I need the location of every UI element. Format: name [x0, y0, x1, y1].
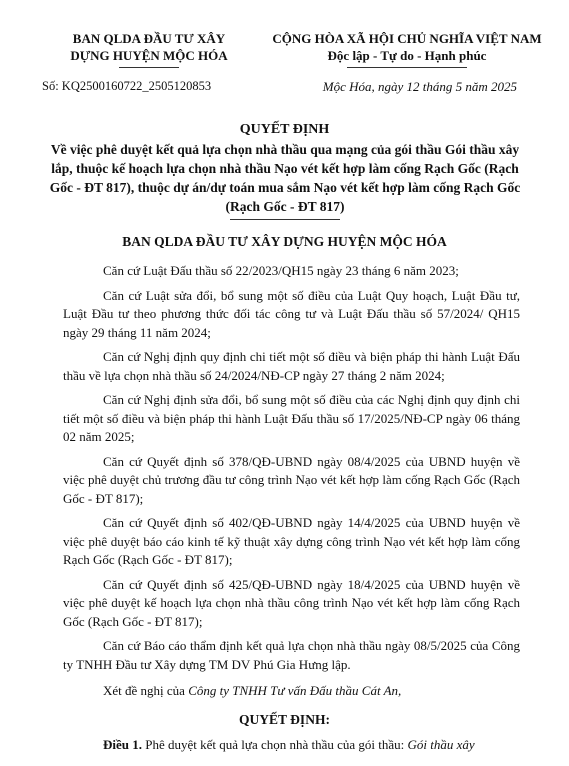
agency-line-2: DỰNG HUYỆN MỘC HÓA — [70, 48, 228, 63]
legal-basis-7: Căn cứ Quyết định số 425/QĐ-UBND ngày 18/4/2025 của UBND huyện về việc phê duyệt kế hoạch lựa chọn nhà thầu công trình Nạo vét kết hợp làm cống Rạch Gốc (Rạch Gốc - ĐT 817); — [63, 576, 520, 629]
article-1-italic: Gói thầu xây — [407, 737, 475, 752]
decision-heading: QUYẾT ĐỊNH: — [239, 712, 330, 727]
article-1-text: Phê duyệt kết quả lựa chọn nhà thầu của gói thầu: — [142, 737, 408, 752]
legal-basis-1: Căn cứ Luật Đấu thầu số 22/2023/QH15 ngày 23 tháng 6 năm 2023; — [103, 263, 459, 278]
place-date: Mộc Hóa, ngày 12 tháng 5 năm 2025 — [322, 79, 517, 94]
issuing-authority: BAN QLDA ĐẦU TƯ XÂY DỰNG HUYỆN MỘC HÓA — [122, 234, 447, 249]
legal-basis-2: Căn cứ Luật sửa đổi, bổ sung một số điều của Luật Quy hoạch, Luật Đầu tư, Luật Đầu tư theo phương thức đối tác công tư và Luật Đấu thầu số 57/2024/ QH15 ngày 29 tháng 11 năm 2024; — [63, 287, 520, 340]
agency-line-1: BAN QLDA ĐẦU TƯ XÂY — [72, 31, 226, 46]
proposal-company: Công ty TNHH Tư vấn Đấu thầu Cát An, — [188, 683, 402, 698]
legal-basis-4: Căn cứ Nghị định sửa đổi, bổ sung một số điều của các Nghị định quy định chi tiết một số điều và biện pháp thi hành Luật Đấu thầu số 17/2025/NĐ-CP ngày 06 tháng 02 năm 2025; — [63, 392, 520, 444]
document-reference: Số: KQ2500160722_2505120853 — [42, 79, 212, 93]
national-motto: Độc lập - Tự do - Hạnh phúc — [327, 48, 487, 63]
country-name: CỘNG HÒA XÃ HỘI CHỦ NGHĨA VIỆT NAM — [272, 31, 542, 46]
proposal-prefix: Xét đề nghị của — [103, 683, 189, 698]
legal-basis-8: Căn cứ Báo cáo thẩm định kết quả lựa chọn nhà thầu ngày 08/5/2025 của Công ty TNHH Đầu tư Xây dựng TM DV Phú Gia Hưng lập. — [63, 638, 520, 672]
agency-underline — [119, 67, 179, 68]
national-header — [262, 30, 552, 68]
legal-bases — [63, 262, 520, 707]
article-1 — [63, 737, 520, 753]
legal-basis-3: Căn cứ Nghị định quy định chi tiết một số điều và biện pháp thi hành Luật Đấu thầu về lựa chọn nhà thầu số 24/2024/NĐ-CP ngày 27 tháng 2 năm 2024; — [63, 349, 520, 383]
document-title: QUYẾT ĐỊNH — [239, 122, 330, 137]
motto-underline — [347, 67, 467, 68]
document-subject: Về việc phê duyệt kết quả lựa chọn nhà thầu qua mạng của gói thầu Gói thầu xây lắp, thuộc kế hoạch lựa chọn nhà thầu Nạo vét kết hợp làm cống Rạch Gốc (Rạch Gốc - ĐT 817), thuộc dự án/dự toán mua sắm Nạo vét kết hợp làm cống Rạch Gốc (Rạch Gốc - ĐT 817) — [49, 142, 521, 214]
article-1-label: Điều 1. — [103, 737, 142, 752]
agency-header — [40, 30, 258, 68]
legal-basis-5: Căn cứ Quyết định số 378/QĐ-UBND ngày 08/4/2025 của UBND huyện về việc phê duyệt chủ trương đầu tư công trình Nạo vét kết hợp làm cống Rạch Gốc (Rạch Gốc - ĐT 817); — [63, 453, 520, 506]
legal-basis-6: Căn cứ Quyết định số 402/QĐ-UBND ngày 14/4/2025 của UBND huyện về việc phê duyệt báo cáo kinh tế kỹ thuật xây dựng công trình Nạo vét kết hợp làm cống Rạch Gốc (Rạch Gốc - ĐT 817); — [63, 515, 520, 567]
subject-underline — [230, 219, 340, 220]
proposal-line — [63, 682, 520, 701]
